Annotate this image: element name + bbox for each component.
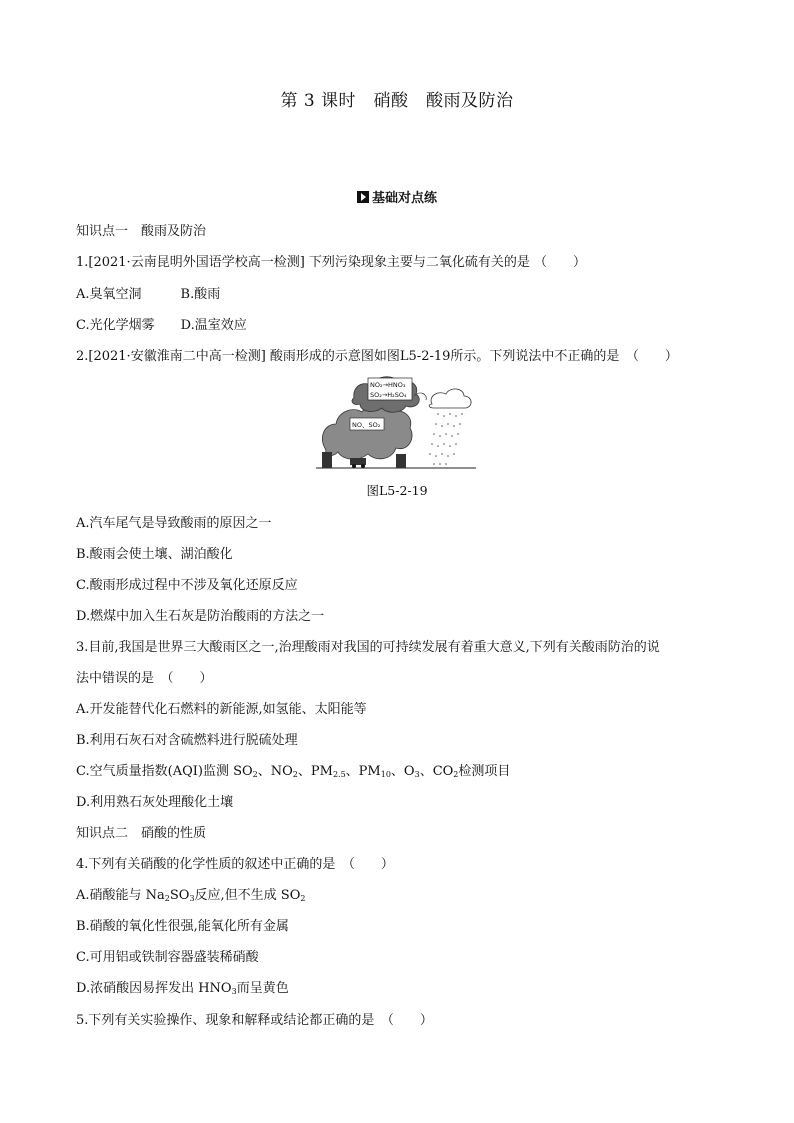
fig-label-top2: SO₂→H₂SO₄: [370, 391, 407, 399]
q2-option-a: A.汽车尾气是导致酸雨的原因之一: [76, 516, 272, 531]
q4-option-b: B.硝酸的氧化性很强,能氧化所有金属: [76, 919, 289, 934]
sub: 3: [414, 770, 420, 779]
q3-stem-line1: 3.目前,我国是世界三大酸雨区之一,治理酸雨对我国的可持续发展有着重大意义,下列有关酸雨防治的说: [76, 640, 660, 655]
sub: 2: [252, 770, 258, 779]
knowledge-point-1: 知识点一 酸雨及防治: [76, 224, 207, 239]
q3-option-a: A.开发能替代化石燃料的新能源,如氢能、太阳能等: [76, 702, 367, 717]
q2-option-d: D.燃煤中加入生石灰是防治酸雨的方法之一: [76, 609, 325, 624]
q5-stem: 5.下列有关实验操作、现象和解释或结论都正确的是 （ ）: [76, 1013, 433, 1028]
q3-c-text: C.空气质量指数(AQI)监测 SO: [76, 764, 253, 779]
q3-option-b: B.利用石灰石对含硫燃料进行脱硫处理: [76, 733, 298, 748]
q3-c-text: 、PM: [345, 764, 381, 779]
q4-d-text: 而呈黄色: [236, 981, 289, 996]
sub: 2: [453, 770, 459, 779]
smoke-cloud: [322, 405, 412, 460]
q3-c-text: 、O: [390, 764, 415, 779]
fig-label-smoke: NO、SO₂: [352, 421, 381, 429]
q3-stem-line2: 法中错误的是 （ ）: [76, 671, 213, 686]
q4-a-text: 反应,但不生成 SO: [194, 888, 301, 903]
section-heading: [0, 187, 794, 206]
q4-a-text: A.硝酸能与 Na: [76, 888, 165, 903]
q1-options-cd: C.光化学烟雾 D.温室效应: [76, 318, 247, 333]
q1-options-ab: A.臭氧空洞 B.酸雨: [76, 287, 221, 302]
sub: 2.5: [332, 770, 346, 779]
q4-d-text: D.浓硝酸因易挥发出 HNO: [76, 981, 232, 996]
rain-drops: [429, 413, 463, 465]
q2-option-c: C.酸雨形成过程中不涉及氧化还原反应: [76, 578, 298, 593]
acid-rain-diagram: [316, 368, 476, 470]
play-icon: [357, 191, 369, 203]
rain-cloud: [429, 389, 471, 408]
sub: 2: [292, 770, 298, 779]
factory-chimney: [322, 452, 332, 468]
knowledge-point-2: 知识点二 硝酸的性质: [76, 826, 207, 841]
page-title: 第 3 课时 硝酸 酸雨及防治: [280, 91, 514, 111]
q4-stem: 4.下列有关硝酸的化学性质的叙述中正确的是 （ ）: [76, 857, 394, 872]
section-label: 基础对点练: [371, 191, 437, 206]
sub: 10: [380, 770, 391, 779]
q3-c-text: 、CO: [419, 764, 454, 779]
car-body: [350, 458, 366, 465]
figure-caption: 图L5-2-19: [366, 483, 428, 498]
q2-stem: 2.[2021·安徽淮南二中高一检测] 酸雨形成的示意图如图L5-2-19所示。下列说法中不正确的是 （ ）: [76, 349, 678, 364]
q3-option-c: [76, 760, 510, 779]
q3-option-d: D.利用熟石灰处理酸化土壤: [76, 795, 234, 810]
q1-stem: 1.[2021·云南昆明外国语学校高一检测] 下列污染现象主要与二氧化硫有关的是 （ ）: [76, 255, 587, 270]
q4-a-text: SO: [169, 888, 190, 903]
sub: 3: [231, 987, 237, 996]
q3-c-text: 检测项目: [458, 764, 511, 779]
sub: 2: [300, 894, 306, 903]
q3-c-text: 、NO: [257, 764, 293, 779]
q3-c-text: 、PM: [297, 764, 333, 779]
q4-option-a: [76, 884, 305, 903]
q2-option-b: B.酸雨会使土壤、湖泊酸化: [76, 547, 233, 562]
q4-option-d: [76, 977, 289, 996]
sub: 3: [189, 894, 195, 903]
fig-label-top1: NO₂→HNO₃: [370, 381, 406, 389]
sub: 2: [164, 894, 170, 903]
q4-option-c: C.可用铝或铁制容器盛装稀硝酸: [76, 950, 259, 965]
car-wheel: [352, 464, 356, 468]
car-wheel: [361, 464, 365, 468]
factory-building: [396, 454, 406, 468]
